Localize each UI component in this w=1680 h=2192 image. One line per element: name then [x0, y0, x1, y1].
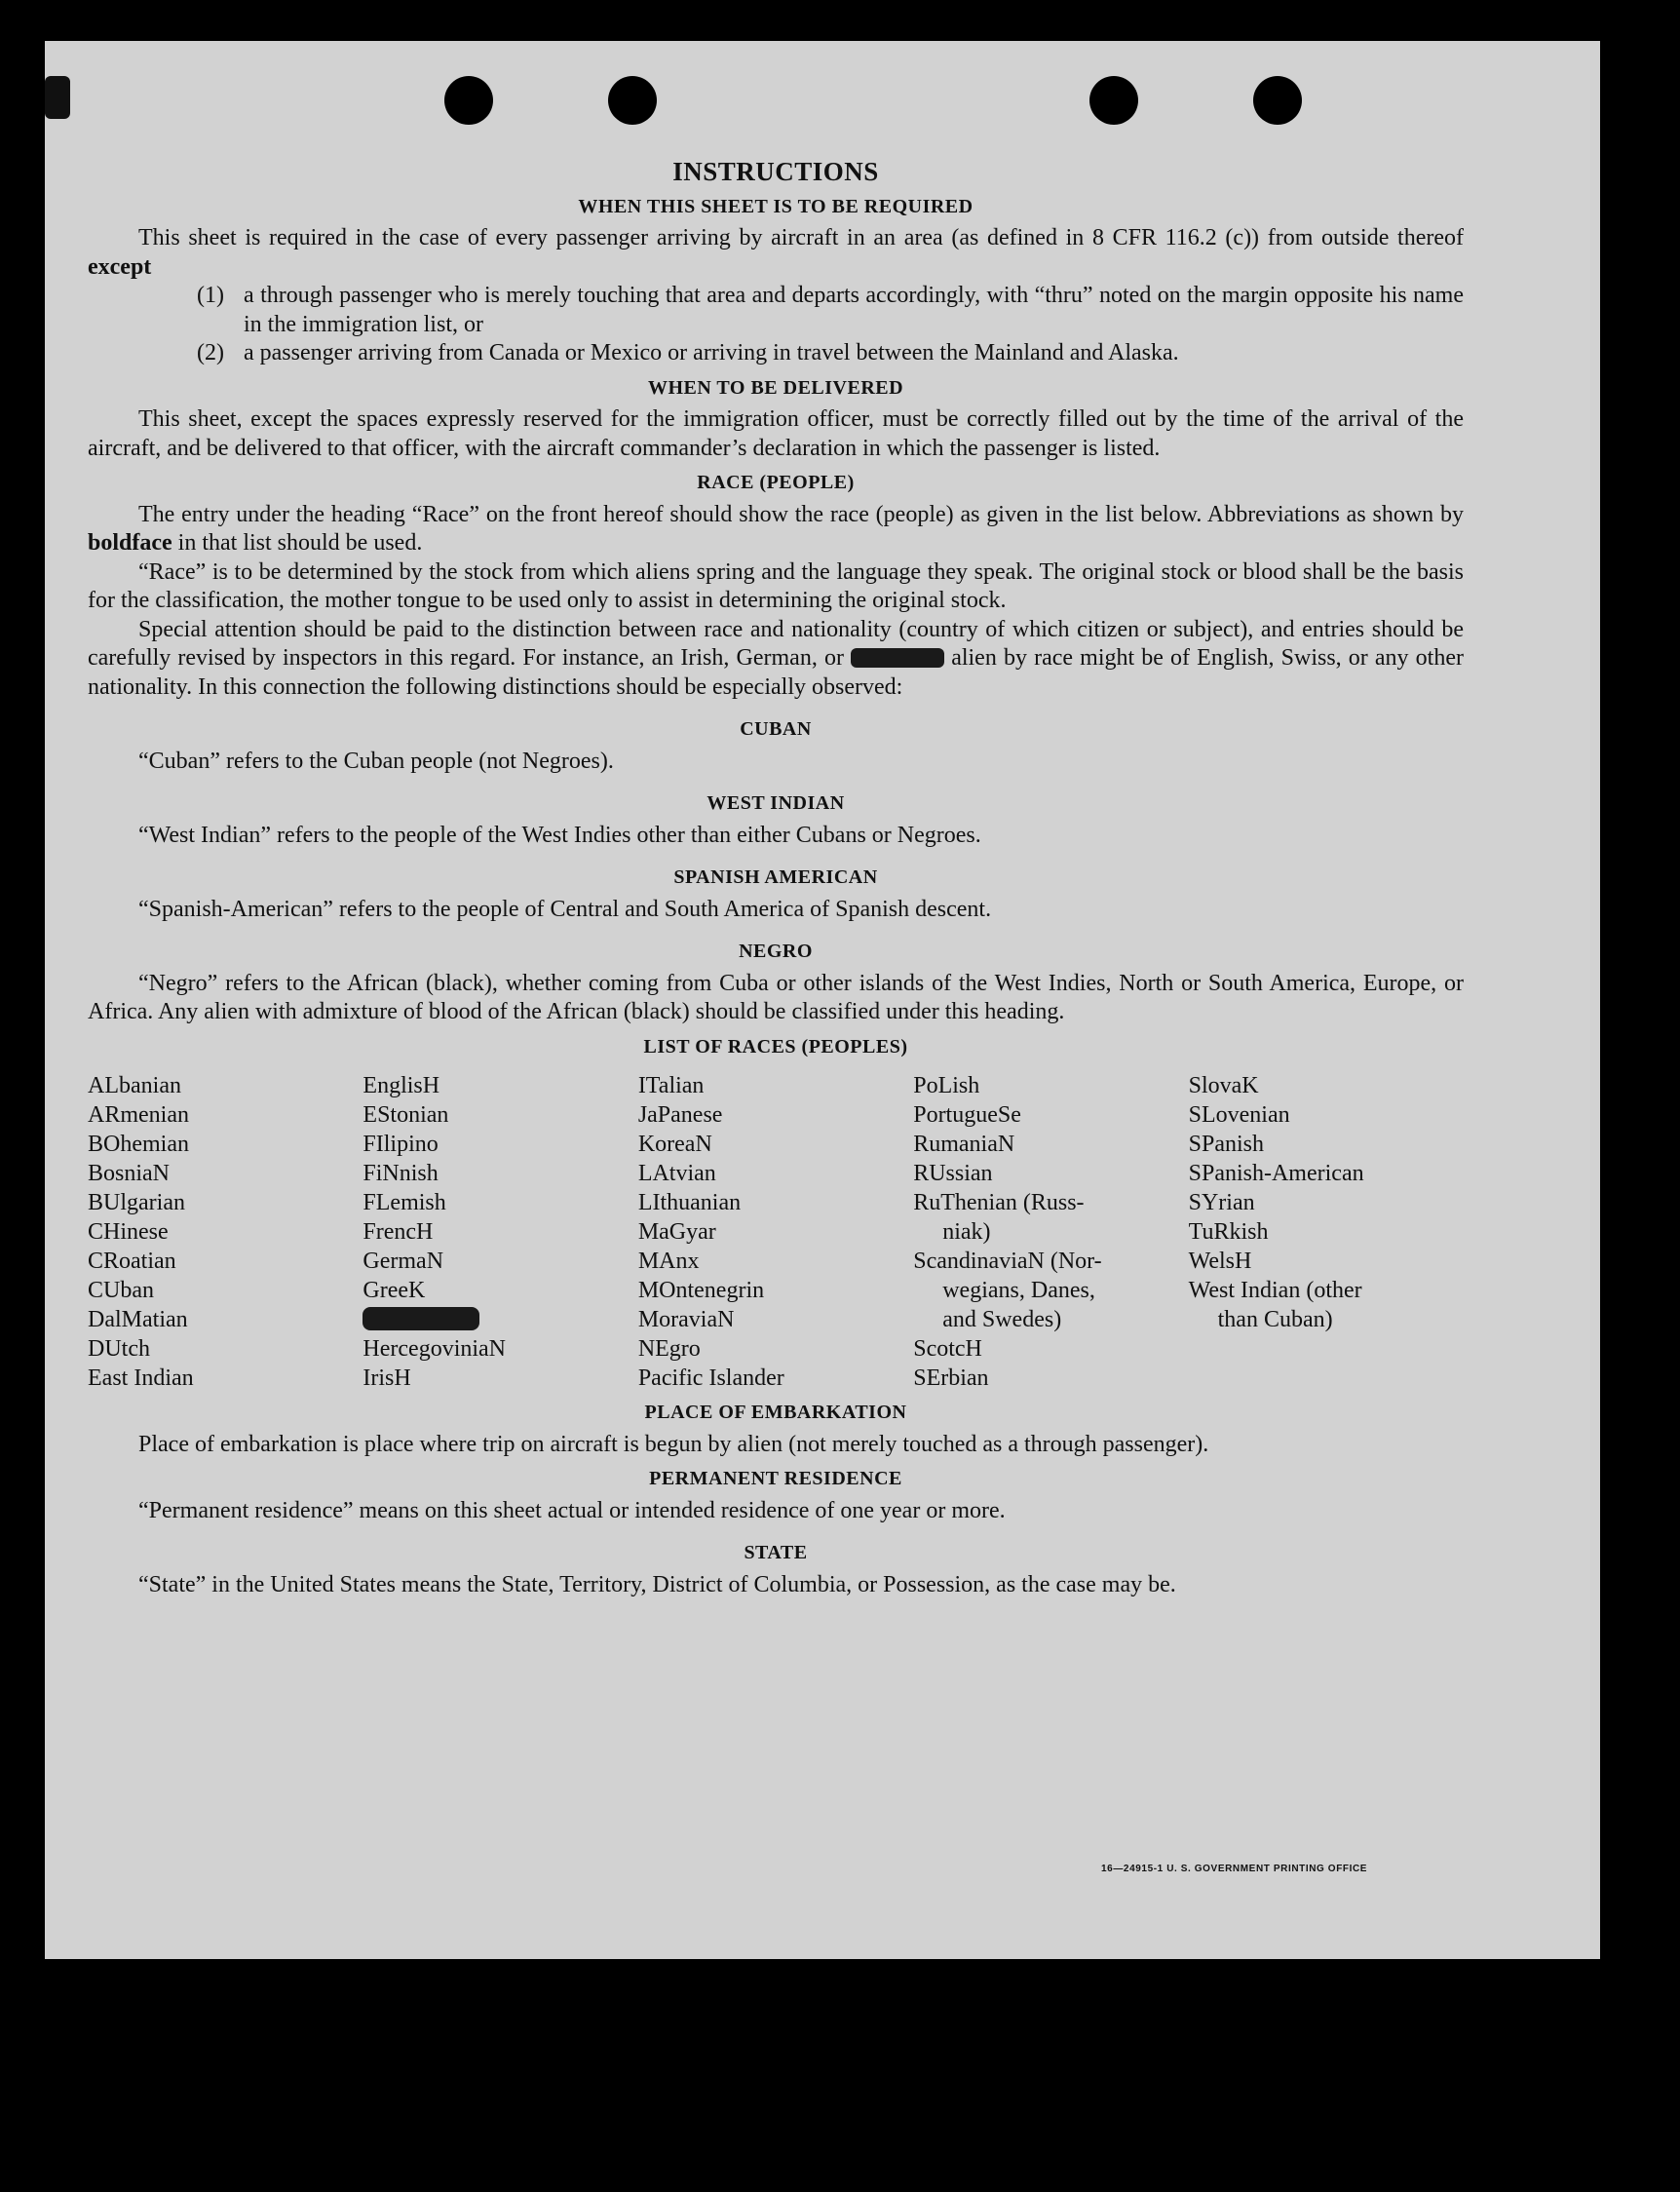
race-entry: SYrian [1188, 1190, 1255, 1215]
section-heading: NEGRO [739, 941, 813, 962]
paragraph [88, 224, 1464, 282]
section-heading: WHEN TO BE DELIVERED [647, 376, 904, 399]
section-heading: RACE (PEOPLE) [697, 472, 855, 493]
section-heading: PERMANENT RESIDENCE [649, 1468, 902, 1489]
redaction-mark [851, 648, 944, 668]
item-text: a through passenger who is merely touching that area and departs accordingly, with “thru” noted on the margin opposite his name in the immigration list, or [244, 283, 1464, 337]
race-entry: ALbanian [88, 1073, 181, 1098]
race-entry: FLemish [363, 1190, 446, 1215]
race-entry: SPanish [1188, 1132, 1264, 1157]
race-column [1189, 1071, 1464, 1393]
paragraph [88, 501, 1464, 558]
race-entry: CHinese [88, 1219, 169, 1245]
race-column [913, 1071, 1188, 1393]
section-heading: WEST INDIAN [706, 792, 845, 814]
race-entry: WelsH [1188, 1249, 1252, 1274]
race-entry: and Swedes) [942, 1307, 1062, 1332]
section-heading: WHEN THIS SHEET IS TO BE REQUIRED [578, 195, 974, 217]
redaction-mark [363, 1307, 479, 1330]
item-number: (1) [197, 283, 224, 308]
race-entry: JaPanese [637, 1102, 723, 1128]
race-entry: ScandinaviaN (Nor- [913, 1249, 1102, 1274]
race-entry: MoraviaN [637, 1307, 735, 1332]
race-entry: EStonian [363, 1102, 449, 1128]
paragraph: “Permanent residence” means on this sheet actual or intended residence of one year or more. [138, 1497, 1006, 1523]
race-column [638, 1071, 913, 1393]
race-entry: BUlgarian [88, 1190, 185, 1215]
race-entry: KoreaN [637, 1132, 712, 1157]
section-heading: STATE [744, 1542, 808, 1563]
list-item [88, 339, 1464, 368]
race-entry: BOhemian [88, 1132, 189, 1157]
race-entry: CRoatian [88, 1249, 176, 1274]
race-entry: Pacific Islander [637, 1365, 784, 1391]
item-number: (2) [197, 340, 224, 365]
item-text: a passenger arriving from Canada or Mexico or arriving in travel between the Mainland and Alaska. [244, 340, 1179, 365]
race-entry: SErbian [913, 1365, 989, 1391]
race-entry: than Cuban) [1217, 1307, 1333, 1332]
punch-hole [1253, 76, 1302, 125]
race-column [363, 1071, 637, 1393]
race-entry: LAtvian [637, 1161, 716, 1186]
race-entry: GreeK [363, 1278, 426, 1303]
race-entry: FIlipino [363, 1132, 439, 1157]
tear-mark [45, 76, 70, 119]
race-entry: PortugueSe [913, 1102, 1021, 1128]
section-heading: CUBAN [740, 718, 812, 740]
section-heading: LIST OF RACES (PEOPLES) [643, 1035, 908, 1058]
race-entry: RumaniaN [913, 1132, 1015, 1157]
punch-hole [444, 76, 493, 125]
race-entry: ITalian [637, 1073, 705, 1098]
race-entry: ScotcH [913, 1336, 982, 1362]
paragraph: Place of embarkation is place where trip on aircraft is begun by alien (not merely touched as a through passenger). [138, 1431, 1209, 1457]
race-list [88, 1071, 1464, 1393]
punch-hole [608, 76, 657, 125]
paragraph-text: This sheet is required in the case of every passenger arriving by aircraft in an area (as defined in 8 CFR 116.2 (c)) from outside thereof [138, 225, 1464, 250]
paragraph: “Cuban” refers to the Cuban people (not Negroes). [138, 748, 614, 774]
race-entry: RUssian [913, 1161, 993, 1186]
race-entry: SlovaK [1188, 1073, 1259, 1098]
race-entry: West Indian (other [1188, 1278, 1362, 1303]
printer-footer: 16—24915-1 U. S. GOVERNMENT PRINTING OFFICE [1101, 1864, 1368, 1874]
bold-text: except [88, 253, 152, 280]
race-entry: NEgro [637, 1336, 701, 1362]
race-entry: niak) [942, 1219, 991, 1245]
race-entry: IrisH [363, 1365, 411, 1391]
race-entry: MAnx [637, 1249, 700, 1274]
race-entry: SPanish-American [1188, 1161, 1364, 1186]
race-entry: ARmenian [88, 1102, 189, 1128]
race-entry: BosniaN [88, 1161, 170, 1186]
race-entry: EnglisH [363, 1073, 440, 1098]
paragraph: “Race” is to be determined by the stock from which aliens spring and the language they speak. The original stock or blood shall be the basis for the classification, the mother tongue to be used only to assist in determining the original stock. [88, 558, 1464, 613]
paragraph: “Negro” refers to the African (black), whether coming from Cuba or other islands of the West Indies, North or South America, Europe, or Africa. Any alien with admixture of blood of the African (black) should be classified under this heading. [88, 970, 1464, 1024]
race-column [88, 1071, 363, 1393]
race-entry [1189, 1334, 1464, 1364]
race-entry: HercegoviniaN [363, 1336, 507, 1362]
paragraph [88, 616, 1464, 703]
paragraph: “State” in the United States means the State, Territory, District of Columbia, or Possession, as the case may be. [138, 1571, 1176, 1597]
race-entry: East Indian [88, 1365, 194, 1391]
race-entry [363, 1305, 637, 1334]
race-entry: LIthuanian [637, 1190, 742, 1215]
race-entry: wegians, Danes, [942, 1278, 1095, 1303]
race-entry: TuRkish [1188, 1219, 1269, 1245]
paragraph-text: alien by race might be of English, Swiss, or any other nationality. In this connection the following distinctions should be especially observed: [88, 645, 1464, 700]
punch-hole [1089, 76, 1138, 125]
paragraph-text: Special attention should be paid to the distinction between race and nationality (country of which citizen or subject), and entries should be carefully revised by inspectors in this regard. For instance, an Irish, German, or [88, 616, 1464, 671]
race-entry: CUban [88, 1278, 154, 1303]
list-item [88, 282, 1464, 339]
race-entry: MOntenegrin [637, 1278, 765, 1303]
section-heading: PLACE OF EMBARKATION [644, 1402, 907, 1423]
paragraph-text: in that list should be used. [177, 530, 423, 556]
paragraph-text: The entry under the heading “Race” on the front hereof should show the race (people) as given in the list below. Abbreviations as shown by [138, 501, 1464, 527]
race-entry: RuThenian (Russ- [913, 1190, 1085, 1215]
race-entry: DalMatian [88, 1307, 188, 1332]
document-page [45, 41, 1600, 1959]
race-entry: MaGyar [637, 1219, 716, 1245]
race-entry [1189, 1364, 1464, 1393]
bold-text: boldface [88, 530, 172, 556]
instructions-body [88, 158, 1464, 1599]
race-entry: DUtch [88, 1336, 150, 1362]
race-entry: PoLish [913, 1073, 980, 1098]
paragraph: This sheet, except the spaces expressly reserved for the immigration officer, must be correctly filled out by the time of the arrival of the aircraft, and be delivered to that officer, with the aircraft commander’s declaration in which the passenger is listed. [88, 406, 1464, 461]
section-heading: SPANISH AMERICAN [673, 866, 878, 888]
race-entry: FiNnish [363, 1161, 439, 1186]
race-entry: FrencH [363, 1219, 434, 1245]
paragraph: “Spanish-American” refers to the people of Central and South America of Spanish descent. [138, 896, 992, 922]
race-entry: GermaN [363, 1249, 444, 1274]
paragraph: “West Indian” refers to the people of the West Indies other than either Cubans or Negroes. [138, 822, 981, 848]
race-entry: SLovenian [1188, 1102, 1290, 1128]
page-title: INSTRUCTIONS [672, 157, 879, 186]
